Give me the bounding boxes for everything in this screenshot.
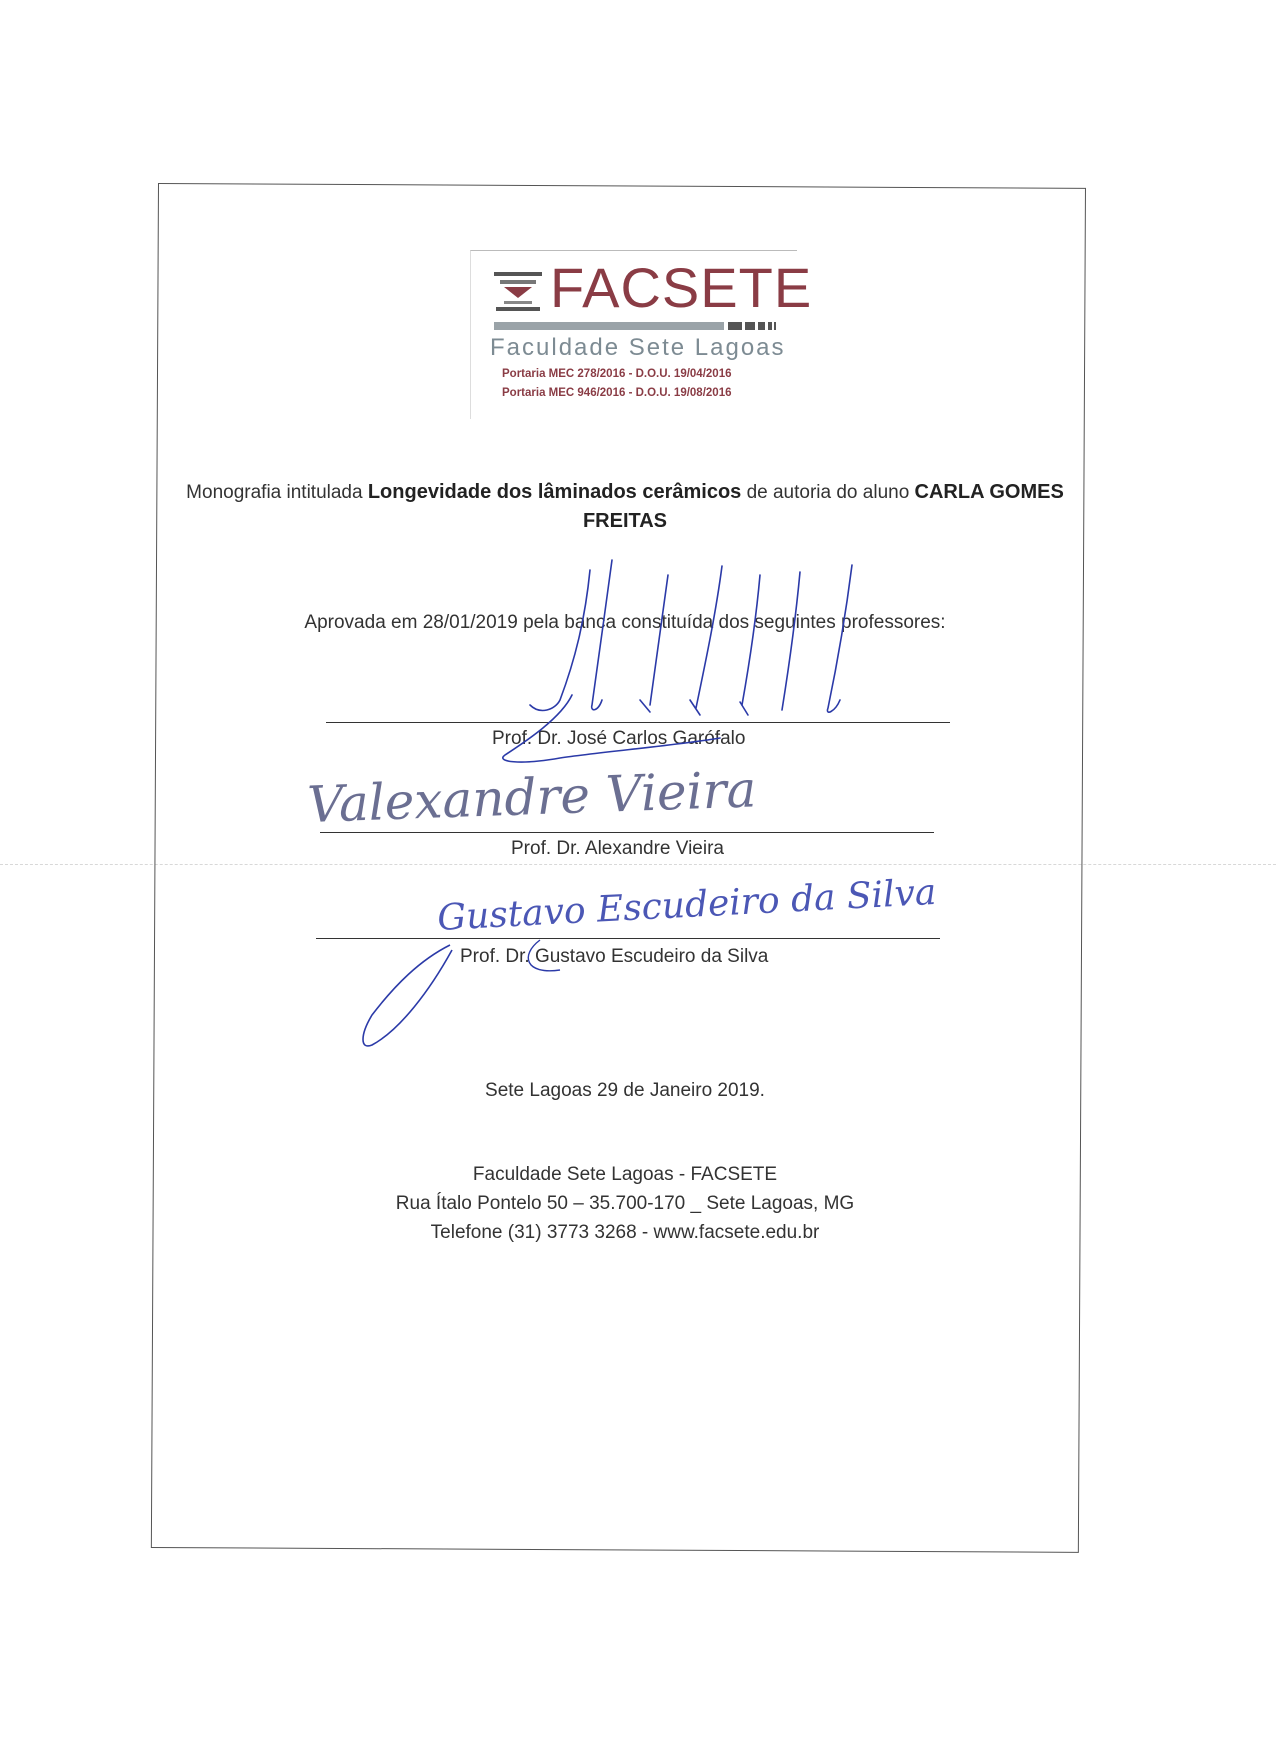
- thesis-title: Longevidade dos lâminados cerâmicos: [367, 481, 742, 503]
- approval-statement: Aprovada em 28/01/2019 pela banca constituída dos seguintes professores:: [304, 612, 946, 633]
- facsete-logo-icon: [494, 272, 542, 312]
- signature-2-text: Valexandre Vieira: [306, 760, 758, 834]
- student-name: CARLA GOMES FREITAS: [582, 481, 1064, 532]
- footer-institution: Faculdade Sete Lagoas - FACSETE: [472, 1164, 778, 1185]
- institution-footer: [160, 1160, 1090, 1247]
- signature-line-3: [316, 938, 940, 939]
- statement-middle: de autoria do aluno: [741, 482, 915, 503]
- signature-line-2: [320, 832, 934, 833]
- logo-portaria-1: Portaria MEC 278/2016 - D.O.U. 19/04/2016: [502, 368, 732, 380]
- logo-divider: [494, 322, 776, 330]
- committee-member-2: Prof. Dr. Alexandre Vieira: [511, 838, 724, 859]
- logo-subtitle: Faculdade Sete Lagoas: [490, 334, 786, 361]
- statement-prefix: Monografia intitulada: [186, 482, 368, 503]
- logo-portaria-2: Portaria MEC 946/2016 - D.O.U. 19/08/2016: [502, 387, 732, 399]
- footer-address: Rua Ítalo Pontelo 50 – 35.700-170 _ Sete Lagoas, MG: [395, 1193, 855, 1214]
- footer-contact: Telefone (31) 3773 3268 - www.facsete.edu.br: [430, 1222, 820, 1243]
- committee-member-3: Prof. Dr. Gustavo Escudeiro da Silva: [460, 946, 769, 967]
- signature-line-1: [326, 722, 950, 723]
- signature-3-text: Gustavo Escudeiro da Silva: [436, 871, 938, 939]
- logo-brand: FACSETE: [550, 256, 813, 319]
- place-and-date: Sete Lagoas 29 de Janeiro 2019.: [485, 1080, 765, 1101]
- monograph-statement: [160, 478, 1090, 536]
- committee-member-1: Prof. Dr. José Carlos Garófalo: [492, 728, 746, 749]
